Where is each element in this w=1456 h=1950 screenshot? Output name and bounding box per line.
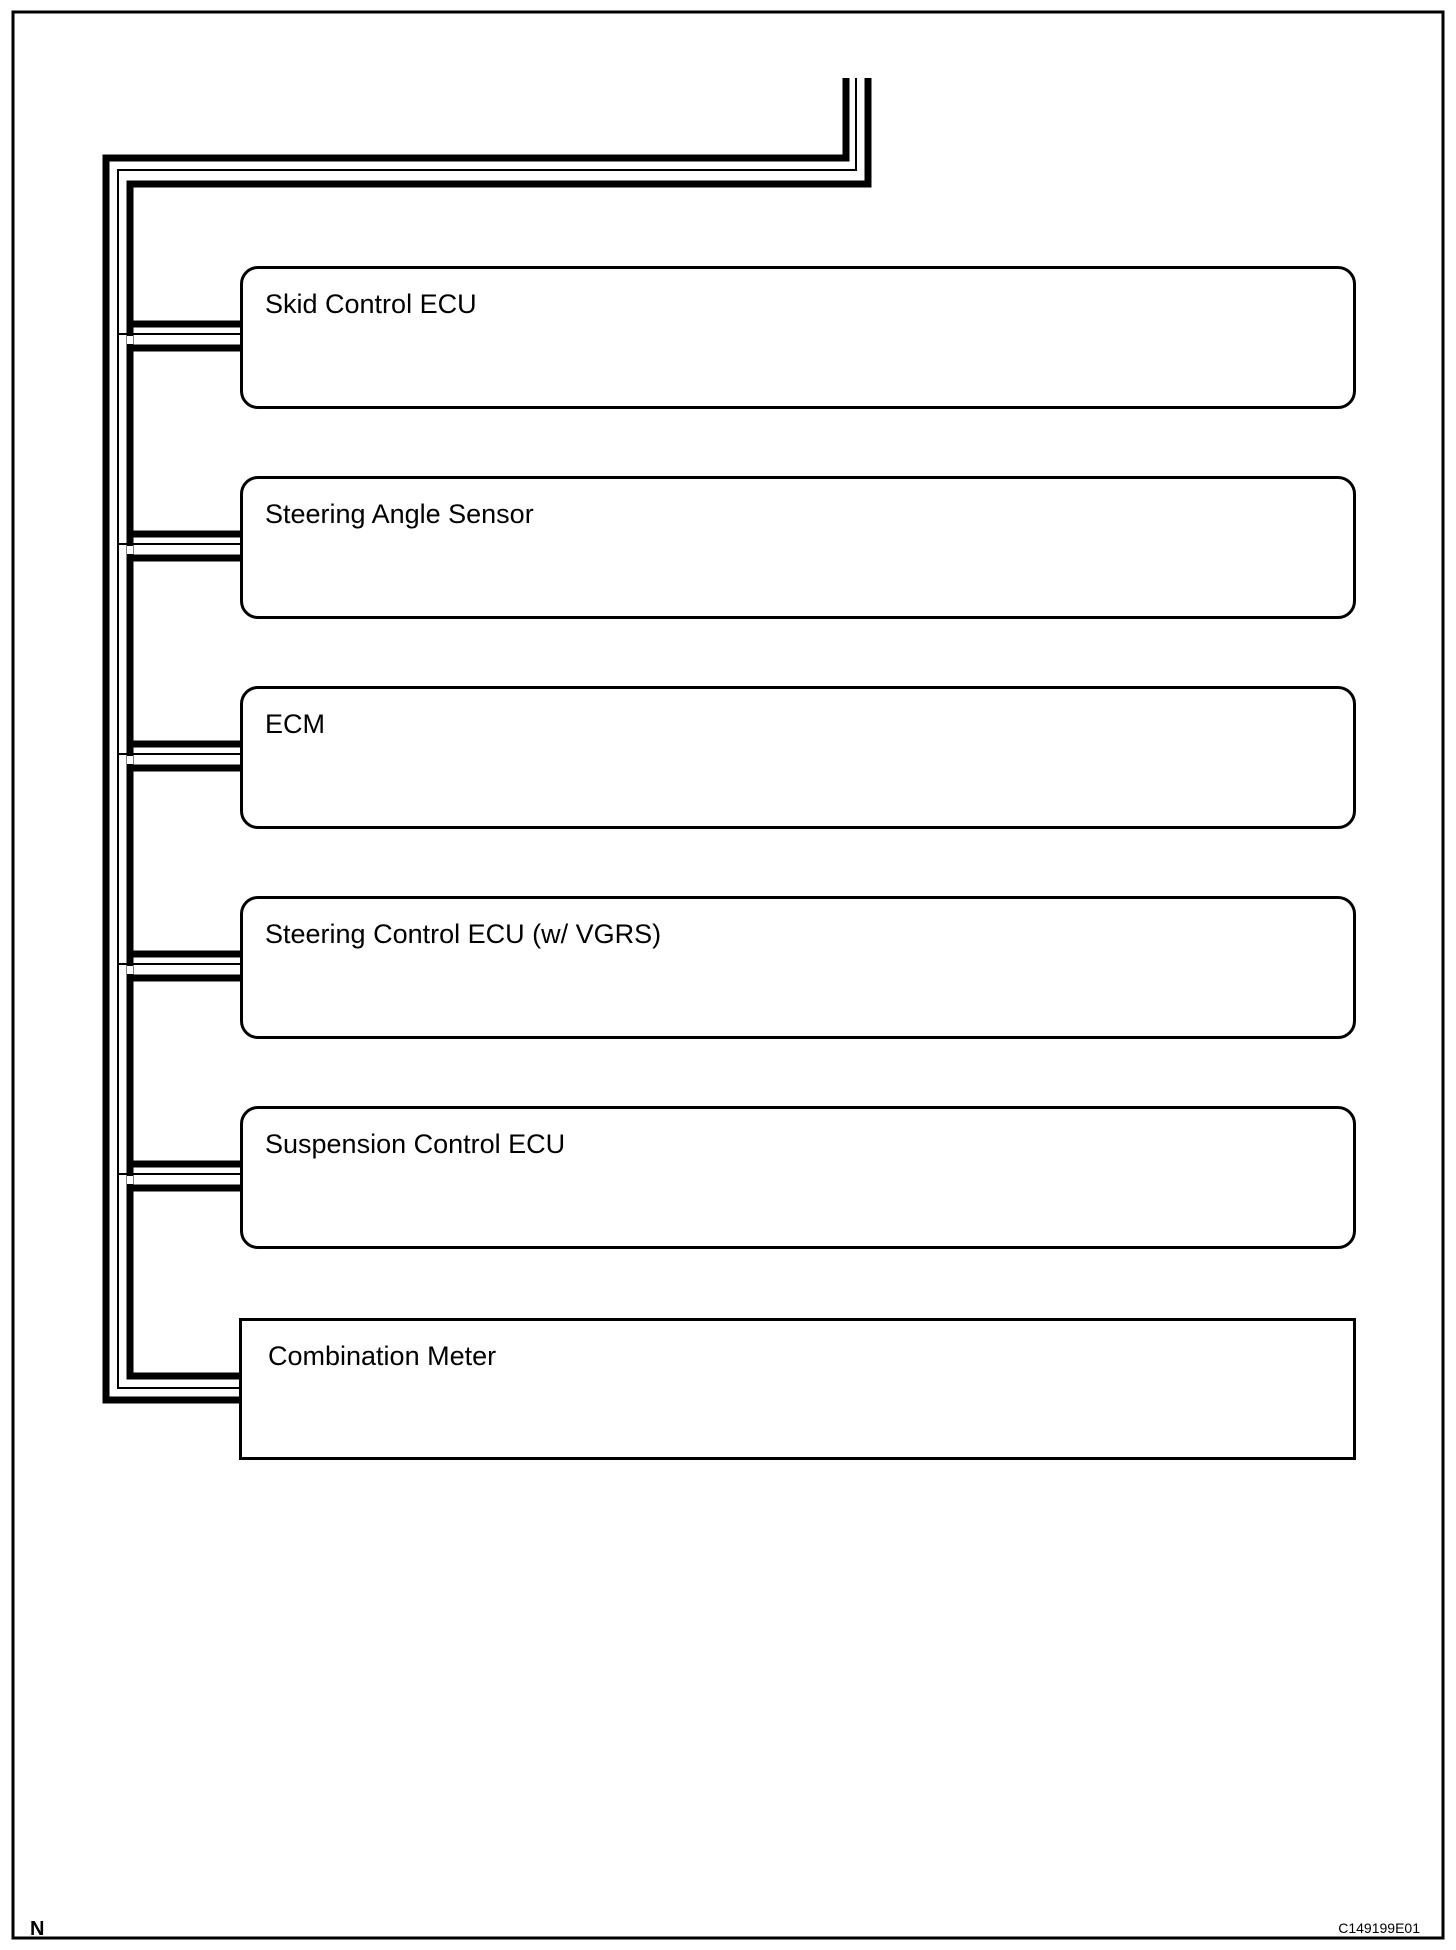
node-label: Combination Meter [268, 1341, 497, 1371]
branch-stubs [118, 324, 240, 1188]
node-label: Steering Angle Sensor [265, 499, 534, 529]
node-label: ECM [265, 709, 325, 739]
node-suspension-control-ecu [240, 1106, 1356, 1249]
node-label: Skid Control ECU [265, 289, 477, 319]
node-steering-control-ecu [240, 896, 1356, 1039]
node-combination-meter [239, 1318, 1356, 1460]
node-label: Steering Control ECU (w/ VGRS) [265, 919, 662, 949]
node-skid-control-ecu [240, 266, 1356, 409]
node-ecm [240, 686, 1356, 829]
node-label: Suspension Control ECU [265, 1129, 566, 1159]
figure-id: C149199E01 [1338, 1920, 1420, 1936]
node-steering-angle-sensor [240, 476, 1356, 619]
north-mark: N [30, 1918, 45, 1940]
